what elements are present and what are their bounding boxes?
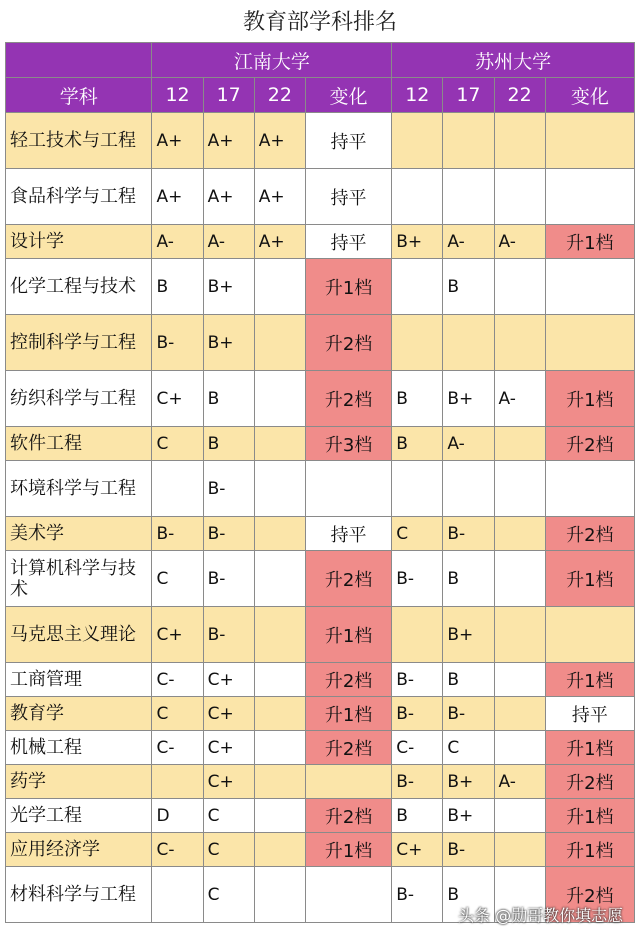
grade-cell: [254, 765, 305, 799]
grade-cell: C-: [152, 731, 203, 765]
change-cell: [545, 315, 634, 371]
grade-cell: [392, 461, 443, 517]
change-cell: 持平: [545, 697, 634, 731]
grade-cell: [254, 461, 305, 517]
change-cell: 升2档: [305, 799, 391, 833]
grade-cell: [494, 731, 545, 765]
grade-cell: [254, 551, 305, 607]
subject-cell: 美术学: [6, 517, 152, 551]
grade-cell: A-: [443, 427, 494, 461]
grade-cell: C: [203, 799, 254, 833]
table-body: [6, 113, 635, 923]
grade-cell: A+: [254, 169, 305, 225]
grade-cell: D: [152, 799, 203, 833]
grade-cell: [443, 169, 494, 225]
subject-cell: 轻工技术与工程: [6, 113, 152, 169]
grade-cell: B: [392, 427, 443, 461]
grade-cell: [494, 113, 545, 169]
subject-cell: 纺织科学与工程: [6, 371, 152, 427]
header-change: 变化: [545, 78, 634, 113]
change-cell: 升1档: [305, 259, 391, 315]
change-cell: 升1档: [545, 371, 634, 427]
change-cell: 升1档: [545, 731, 634, 765]
subject-cell: 计算机科学与技术: [6, 551, 152, 607]
change-cell: [545, 259, 634, 315]
grade-cell: B: [203, 427, 254, 461]
change-cell: 升1档: [305, 697, 391, 731]
grade-cell: B+: [443, 765, 494, 799]
grade-cell: C+: [203, 663, 254, 697]
grade-cell: B+: [392, 225, 443, 259]
grade-cell: [494, 517, 545, 551]
grade-cell: B: [203, 371, 254, 427]
grade-cell: [494, 833, 545, 867]
grade-cell: B-: [392, 867, 443, 923]
table-row: [6, 461, 635, 517]
table-row: [6, 731, 635, 765]
grade-cell: B-: [203, 607, 254, 663]
change-cell: 升1档: [545, 663, 634, 697]
grade-cell: A+: [152, 169, 203, 225]
grade-cell: [494, 461, 545, 517]
grade-cell: [254, 427, 305, 461]
change-cell: [545, 113, 634, 169]
grade-cell: B: [443, 259, 494, 315]
grade-cell: [494, 551, 545, 607]
change-cell: 升1档: [305, 607, 391, 663]
grade-cell: [254, 833, 305, 867]
change-cell: 升2档: [545, 867, 634, 923]
table-row: [6, 517, 635, 551]
grade-cell: A-: [494, 765, 545, 799]
grade-cell: A+: [254, 113, 305, 169]
grade-cell: B: [392, 371, 443, 427]
grade-cell: B-: [203, 551, 254, 607]
grade-cell: [254, 799, 305, 833]
grade-cell: B-: [443, 697, 494, 731]
grade-cell: C+: [392, 833, 443, 867]
grade-cell: [494, 315, 545, 371]
grade-cell: C-: [152, 663, 203, 697]
change-cell: 持平: [305, 517, 391, 551]
page-title: 教育部学科排名: [242, 10, 397, 35]
table-row: [6, 663, 635, 697]
grade-cell: B+: [443, 371, 494, 427]
university-header-row: [6, 43, 635, 78]
grade-cell: B: [152, 259, 203, 315]
grade-cell: B-: [152, 315, 203, 371]
grade-cell: [254, 259, 305, 315]
grade-cell: [254, 607, 305, 663]
subject-cell: 马克思主义理论: [6, 607, 152, 663]
change-cell: 升1档: [305, 833, 391, 867]
grade-cell: [443, 461, 494, 517]
grade-cell: B-: [203, 517, 254, 551]
change-cell: 升2档: [545, 427, 634, 461]
grade-cell: [494, 663, 545, 697]
grade-cell: B-: [392, 697, 443, 731]
subject-cell: 食品科学与工程: [6, 169, 152, 225]
table-row: [6, 551, 635, 607]
change-cell: [305, 461, 391, 517]
grade-cell: [443, 113, 494, 169]
grade-cell: B+: [203, 315, 254, 371]
change-cell: 持平: [305, 169, 391, 225]
change-cell: 升2档: [305, 371, 391, 427]
change-cell: 持平: [305, 113, 391, 169]
grade-cell: [254, 371, 305, 427]
grade-cell: [254, 867, 305, 923]
grade-cell: [254, 315, 305, 371]
grade-cell: A+: [254, 225, 305, 259]
change-cell: 升1档: [545, 833, 634, 867]
header-round: 12: [152, 78, 203, 113]
grade-cell: C+: [203, 765, 254, 799]
grade-cell: B+: [203, 259, 254, 315]
ranking-table: [5, 42, 635, 923]
grade-cell: B-: [443, 833, 494, 867]
grade-cell: [494, 697, 545, 731]
table-row: [6, 799, 635, 833]
change-cell: 升2档: [305, 731, 391, 765]
grade-cell: B-: [392, 551, 443, 607]
grade-cell: [392, 169, 443, 225]
grade-cell: A-: [443, 225, 494, 259]
header-round: 12: [392, 78, 443, 113]
grade-cell: B: [443, 551, 494, 607]
grade-cell: C+: [203, 697, 254, 731]
subject-cell: 教育学: [6, 697, 152, 731]
university-jiangnan: 江南大学: [152, 43, 392, 78]
grade-cell: [254, 663, 305, 697]
grade-cell: C: [152, 697, 203, 731]
grade-cell: B-: [443, 517, 494, 551]
grade-cell: B-: [392, 765, 443, 799]
grade-cell: [494, 259, 545, 315]
change-cell: [545, 461, 634, 517]
grade-cell: B+: [443, 607, 494, 663]
column-header-row: [6, 78, 635, 113]
subject-cell: 设计学: [6, 225, 152, 259]
change-cell: 升1档: [545, 225, 634, 259]
grade-cell: C: [392, 517, 443, 551]
header-corner: [6, 43, 152, 78]
grade-cell: [254, 731, 305, 765]
university-suzhou: 苏州大学: [392, 43, 635, 78]
grade-cell: B: [392, 799, 443, 833]
grade-cell: [392, 315, 443, 371]
grade-cell: A-: [203, 225, 254, 259]
grade-cell: A+: [203, 169, 254, 225]
grade-cell: [152, 765, 203, 799]
grade-cell: C: [152, 427, 203, 461]
table-row: [6, 607, 635, 663]
grade-cell: C-: [392, 731, 443, 765]
header-round: 22: [254, 78, 305, 113]
subject-cell: 药学: [6, 765, 152, 799]
grade-cell: C-: [152, 833, 203, 867]
change-cell: 持平: [305, 225, 391, 259]
subject-cell: 光学工程: [6, 799, 152, 833]
table-row: [6, 169, 635, 225]
change-cell: 升1档: [545, 551, 634, 607]
change-cell: 升2档: [305, 315, 391, 371]
subject-cell: 化学工程与技术: [6, 259, 152, 315]
grade-cell: A-: [152, 225, 203, 259]
change-cell: 升2档: [545, 765, 634, 799]
table-row: [6, 225, 635, 259]
grade-cell: [152, 461, 203, 517]
grade-cell: A-: [494, 225, 545, 259]
change-cell: [305, 765, 391, 799]
grade-cell: [392, 259, 443, 315]
watermark: 头条 @勋哥教你填志愿: [458, 906, 624, 925]
grade-cell: [443, 315, 494, 371]
change-cell: [305, 867, 391, 923]
grade-cell: B-: [152, 517, 203, 551]
grade-cell: B-: [203, 461, 254, 517]
grade-cell: A+: [203, 113, 254, 169]
change-cell: 升2档: [305, 663, 391, 697]
change-cell: 升2档: [545, 517, 634, 551]
table-row: [6, 765, 635, 799]
grade-cell: [254, 697, 305, 731]
grade-cell: C: [152, 551, 203, 607]
grade-cell: A+: [152, 113, 203, 169]
change-cell: 升1档: [545, 799, 634, 833]
table-row: [6, 113, 635, 169]
subject-cell: 应用经济学: [6, 833, 152, 867]
grade-cell: [392, 607, 443, 663]
grade-cell: [494, 799, 545, 833]
grade-cell: C: [203, 867, 254, 923]
change-cell: 升3档: [305, 427, 391, 461]
grade-cell: A-: [494, 371, 545, 427]
grade-cell: [392, 113, 443, 169]
table-row: [6, 259, 635, 315]
change-cell: [545, 607, 634, 663]
header-change: 变化: [305, 78, 391, 113]
change-cell: 升2档: [305, 551, 391, 607]
table-row: [6, 371, 635, 427]
subject-cell: 软件工程: [6, 427, 152, 461]
grade-cell: B+: [443, 799, 494, 833]
grade-cell: [494, 169, 545, 225]
grade-cell: B: [443, 663, 494, 697]
subject-cell: 工商管理: [6, 663, 152, 697]
grade-cell: C: [203, 833, 254, 867]
subject-cell: 控制科学与工程: [6, 315, 152, 371]
header-subject: 学科: [6, 78, 152, 113]
table-row: [6, 697, 635, 731]
header-round: 17: [203, 78, 254, 113]
header-round: 17: [443, 78, 494, 113]
subject-cell: 环境科学与工程: [6, 461, 152, 517]
subject-cell: 机械工程: [6, 731, 152, 765]
table-row: [6, 427, 635, 461]
change-cell: [545, 169, 634, 225]
header-round: 22: [494, 78, 545, 113]
grade-cell: B-: [392, 663, 443, 697]
grade-cell: [494, 427, 545, 461]
table-row: [6, 315, 635, 371]
grade-cell: C+: [152, 371, 203, 427]
grade-cell: [494, 607, 545, 663]
table-row: [6, 833, 635, 867]
grade-cell: C+: [152, 607, 203, 663]
grade-cell: [152, 867, 203, 923]
grade-cell: C+: [203, 731, 254, 765]
grade-cell: C: [443, 731, 494, 765]
grade-cell: [254, 517, 305, 551]
subject-cell: 材料科学与工程: [6, 867, 152, 923]
grade-cell: B: [443, 867, 494, 923]
